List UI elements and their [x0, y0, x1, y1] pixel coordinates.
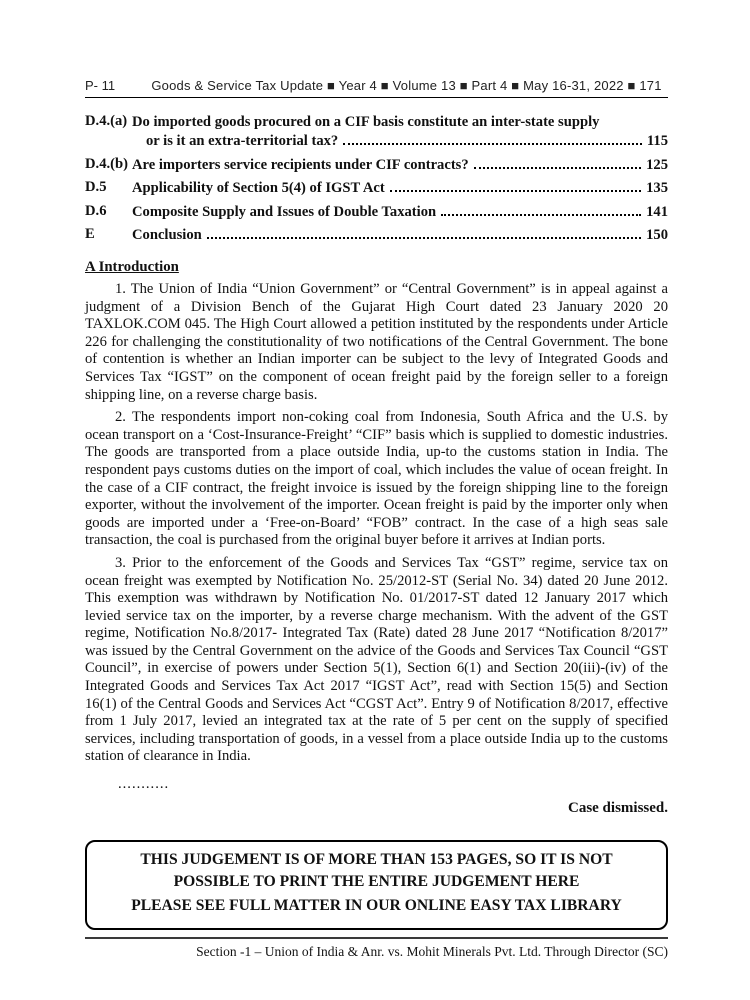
body-text [85, 281, 668, 766]
toc-page-number: 141 [646, 203, 668, 220]
omission-ellipsis: ........... [118, 776, 170, 793]
notice-line-3: PLEASE SEE FULL MATTER IN OUR ONLINE EASY TAX LIBRARY [131, 897, 622, 915]
toc-entry-title: Composite Supply and Issues of Double Taxation [132, 203, 437, 220]
toc-entry-label: D.6 [85, 202, 107, 219]
toc-entry-label: D.5 [85, 179, 107, 195]
toc-page-number: 125 [646, 156, 668, 173]
toc-entry-label: D.4.(b) [85, 155, 128, 172]
table-of-contents [85, 113, 668, 245]
dot-leader [390, 190, 641, 192]
dot-leader [441, 214, 641, 216]
toc-entry-title-cont: or is it an extra-territorial tax? [146, 133, 339, 149]
paragraph-3: 3. Prior to the enforcement of the Goods and Services Tax “GST” regime, service tax on ocean freight was exempted by Notification No. 25/2012-ST (Serial No. 34) dated 20 June 2012. This exemption was withdrawn by Notification No. 01/2017-ST dated 12 January 2017 which levied service tax on the importer, by a reverse charge mechanism. With the advent of the GST regime, Notification No.8/2017- Integrated Tax (Rate) dated 28 June 2017 “Notification 8/2017” was issued by the Central Government on the advice of the Goods and Services Tax Council “GST Council”, in exercise of powers under Section 5(1), Section 6(1) and Section 20(iii)-(iv) of the Integrated Goods and Services Tax Act 2017 “IGST Act”, read with Section 15(5) and Section 16(1) of the Central Goods and Services Act “CGST Act”. Entry 9 of Notification 8/2017, effective from 1 July 2017, levied an integrated tax at the rate of 5 per cent on the supply of specified services, including transportation of goods, in a vessel from a place outside India up to the customs station of clearance in India. [85, 554, 668, 765]
header-page-label: P- 11 [85, 78, 116, 93]
toc-entry-title: Are importers service recipients under CIF contracts? [132, 156, 469, 173]
toc-entry [85, 226, 668, 245]
notice-box [85, 840, 668, 930]
section-heading: A Introduction [85, 259, 179, 275]
paragraph-1: 1. The Union of India “Union Government” or “Central Government” is in appeal against a judgment of a Division Bench of the Gujarat High Court dated 23 January 2020 20 TAXLOK.COM 045. The High Court allowed a petition instituted by the respondents under Article 226 for challenging the constitutionality of two notifications of the Central Government. The bone of contention is whether an Indian importer can be subject to the levy of Integrated Goods and Services Tax “IGST” on the component of ocean freight paid by the foreign seller to a foreign shipping line, on a reverse charge basis. [85, 281, 668, 403]
toc-entry [85, 156, 668, 175]
toc-page-number: 135 [646, 180, 668, 196]
toc-entry [85, 179, 668, 198]
toc-entry-title: Applicability of Section 5(4) of IGST Act [132, 180, 385, 196]
notice-line-2: POSSIBLE TO PRINT THE ENTIRE JUDGEMENT HERE [173, 873, 580, 891]
toc-entry-label: E [85, 226, 95, 242]
toc-entry [85, 113, 668, 151]
case-result: Case dismissed. [567, 800, 668, 817]
toc-entry [85, 203, 668, 222]
dot-leader [207, 237, 641, 239]
dot-leader [474, 167, 641, 169]
paragraph-2: 2. The respondents import non-coking coal from Indonesia, South Africa and the U.S. by ocean transport on a ‘Cost-Insurance-Freight’ “CIF” basis which is supplied to domestic industries. The goods are transported from a place outside India, up-to the customs station in India. The respondent pays customs duties on the import of coal, which includes the value of ocean freight. In the case of a CIF contract, the freight invoice is issued by the foreign shipping line to the foreign exporter, without the involvement of the importer. Ocean freight is paid by the importer only when goods are imported under a ‘Free-on-Board’ “FOB” contract. In the case of a high seas sale transaction, the coal is purchased from the original buyer before it arrives at Indian ports. [85, 409, 668, 549]
running-header [85, 78, 668, 98]
toc-entry-label: D.4.(a) [85, 113, 128, 129]
dot-leader [343, 143, 642, 145]
notice-line-1: THIS JUDGEMENT IS OF MORE THAN 153 PAGES, SO IT IS NOT [140, 851, 613, 869]
footer-case-citation: Section -1 – Union of India & Anr. vs. Mohit Minerals Pvt. Ltd. Through Director (SC) [196, 944, 668, 960]
toc-page-number: 115 [646, 133, 668, 149]
toc-entry-title: Conclusion [132, 227, 202, 243]
toc-page-number: 150 [646, 227, 668, 243]
journal-title: Goods & Service Tax Update ■ Year 4 ■ Volume 13 ■ Part 4 ■ May 16-31, 2022 ■ 171 [151, 78, 662, 93]
running-footer [85, 937, 668, 960]
toc-entry-title: Do imported goods procured on a CIF basis constitute an inter-state supply [132, 114, 600, 130]
